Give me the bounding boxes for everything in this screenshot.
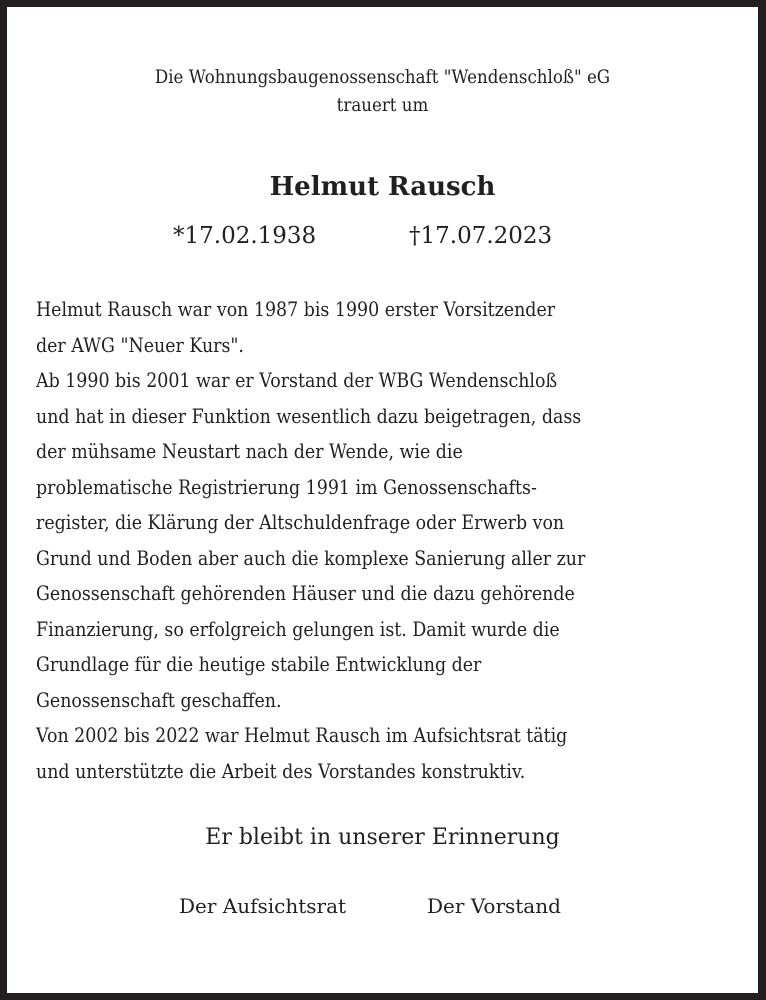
body-line: der AWG "Neuer Kurs". <box>36 332 244 357</box>
body-line: Genossenschaft geschaffen. <box>36 687 282 712</box>
body-line: Genossenschaft gehörenden Häuser und die dazu gehörende <box>36 581 575 605</box>
death-date: †17.07.2023 <box>409 223 553 249</box>
body-line: der mühsame Neustart nach der Wende, wie die <box>36 439 463 463</box>
body-line: und hat in dieser Funktion wesentlich dazu beigetragen, dass <box>36 403 582 428</box>
body-line: Von 2002 bis 2022 war Helmut Rausch im Aufsichtsrat tätig <box>36 723 568 747</box>
body-line: register, die Klärung der Altschuldenfrage oder Erwerb von <box>36 510 565 534</box>
organization-header <box>45 64 721 120</box>
signature-board: Der Vorstand <box>427 894 561 918</box>
body-line: Helmut Rausch war von 1987 bis 1990 erster Vorsitzender <box>36 297 556 321</box>
body-line: problematische Registrierung 1991 im Genossenschafts- <box>36 474 537 499</box>
obituary-body <box>36 292 697 789</box>
body-line: Grundlage für die heutige stabile Entwicklung der <box>36 652 482 676</box>
body-line: Ab 1990 bis 2001 war er Vorstand der WBG Wendenschloß <box>36 368 558 392</box>
body-line: und unterstützte die Arbeit des Vorstandes konstruktiv. <box>36 758 526 783</box>
mourning-line: trauert um <box>336 95 429 116</box>
deceased-name: Helmut Rausch <box>269 172 496 202</box>
signature-supervisory-board: Der Aufsichtsrat <box>179 894 347 918</box>
obituary-notice <box>7 7 758 993</box>
body-line: Grund und Boden aber auch die komplexe Sanierung aller zur <box>36 545 586 570</box>
body-line: Finanzierung, so erfolgreich gelungen ist. Damit wurde die <box>36 616 560 641</box>
organization-line: Die Wohnungsbaugenossenschaft "Wendenschloß" eG <box>154 67 611 88</box>
memory-line: Er bleibt in unserer Erinnerung <box>205 825 560 850</box>
birth-date: *17.02.1938 <box>173 223 317 249</box>
